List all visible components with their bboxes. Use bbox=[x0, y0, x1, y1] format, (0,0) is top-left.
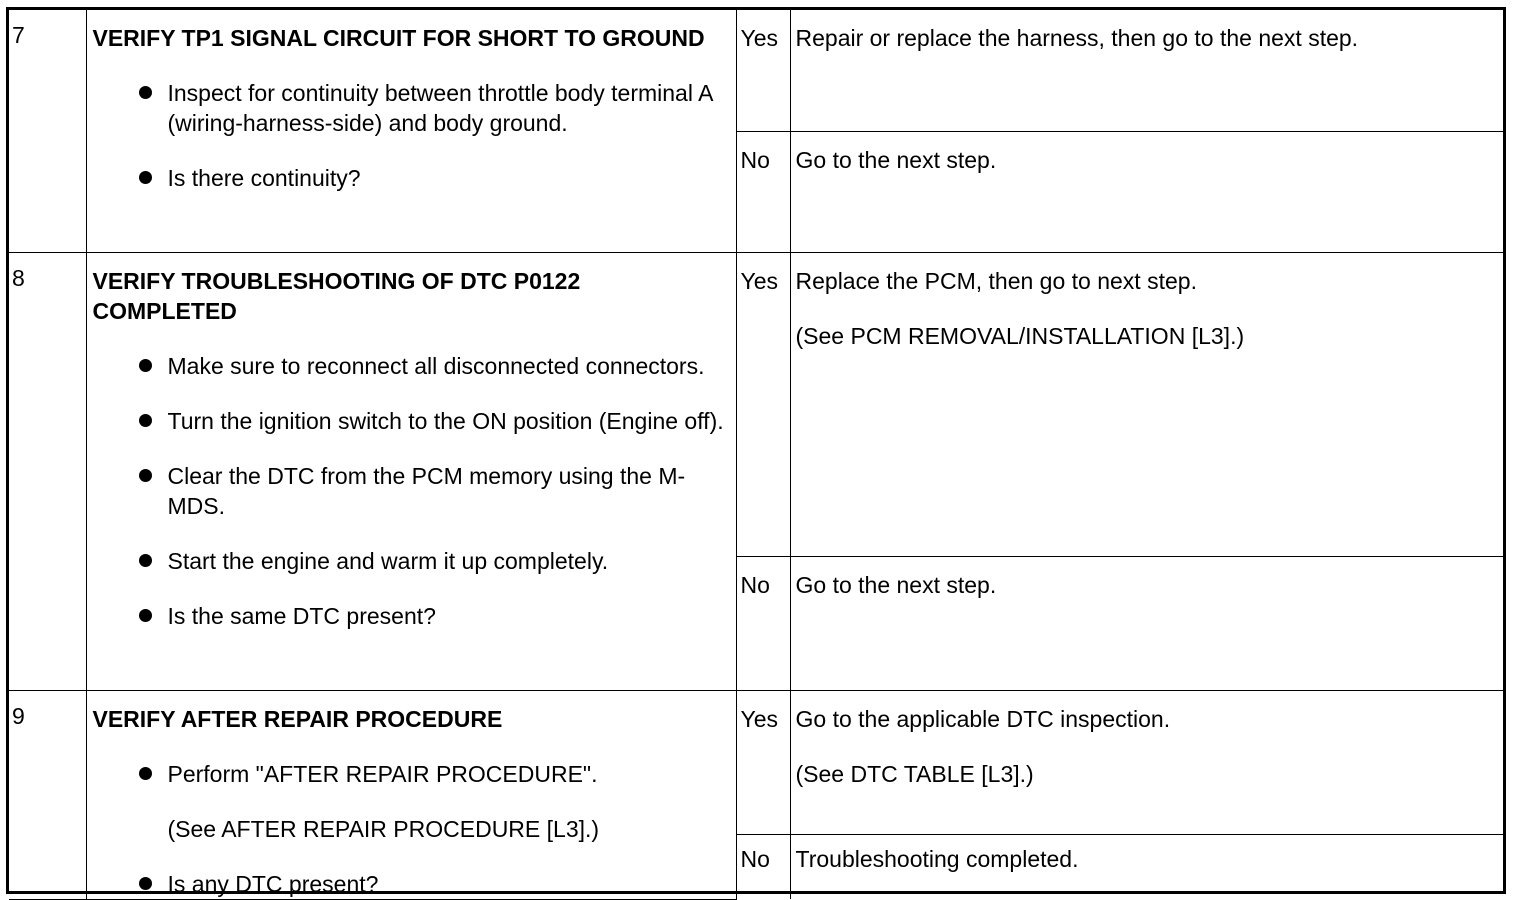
step-number: 8 bbox=[9, 252, 86, 690]
step-7-inspection bbox=[86, 10, 736, 252]
inspection-item: Inspect for continuity between throttle body terminal A (wiring-harness-side) and body ground. bbox=[93, 78, 728, 138]
diagnostic-procedure-table bbox=[6, 7, 1506, 897]
inspection-item: Start the engine and warm it up completely. bbox=[93, 546, 728, 576]
no-action bbox=[790, 834, 1503, 899]
action-text: Troubleshooting completed. bbox=[795, 845, 1079, 872]
inspection-list bbox=[93, 759, 728, 899]
inspection-item: Clear the DTC from the PCM memory using the M-MDS. bbox=[93, 461, 728, 521]
yes-action bbox=[790, 252, 1503, 556]
answer-yes: Yes bbox=[736, 10, 790, 131]
bullet-icon bbox=[139, 554, 152, 567]
step-title: VERIFY TROUBLESHOOTING OF DTC P0122 COMPLETED bbox=[92, 267, 581, 324]
bullet-icon bbox=[139, 469, 152, 482]
no-action bbox=[790, 556, 1503, 690]
reference-link[interactable]: (See DTC TABLE [L3].) bbox=[795, 760, 1034, 787]
inspection-list bbox=[93, 351, 728, 631]
no-action bbox=[790, 131, 1503, 252]
answer-no: No bbox=[736, 834, 790, 899]
answer-yes: Yes bbox=[736, 690, 790, 834]
action-text: Replace the PCM, then go to next step. bbox=[795, 267, 1197, 294]
step-number: 9 bbox=[9, 690, 86, 899]
action-text: Repair or replace the harness, then go to the next step. bbox=[795, 25, 1359, 51]
step-8-inspection bbox=[86, 252, 736, 690]
bullet-icon bbox=[139, 171, 152, 184]
bullet-icon bbox=[139, 767, 152, 780]
bullet-icon bbox=[139, 609, 152, 622]
inspection-item: Turn the ignition switch to the ON position (Engine off). bbox=[93, 406, 728, 436]
inspection-list bbox=[93, 78, 728, 193]
inspection-item: Is there continuity? bbox=[93, 163, 728, 193]
step-9-inspection bbox=[86, 690, 736, 899]
action-text: Go to the next step. bbox=[795, 571, 997, 598]
inspection-item: Perform "AFTER REPAIR PROCEDURE". (See AFTER REPAIR PROCEDURE [L3].) bbox=[93, 759, 728, 844]
reference-link[interactable]: (See PCM REMOVAL/INSTALLATION [L3].) bbox=[795, 322, 1245, 349]
bullet-icon bbox=[139, 877, 152, 890]
yes-action bbox=[790, 10, 1503, 131]
bullet-icon bbox=[139, 359, 152, 372]
step-8-yes-row bbox=[9, 252, 1503, 556]
inspection-item: Make sure to reconnect all disconnected connectors. bbox=[93, 351, 728, 381]
step-title: VERIFY AFTER REPAIR PROCEDURE bbox=[92, 705, 503, 732]
step-7-yes-row bbox=[9, 10, 1503, 131]
step-9-yes-row bbox=[9, 690, 1503, 834]
answer-yes: Yes bbox=[736, 252, 790, 556]
answer-no: No bbox=[736, 131, 790, 252]
bullet-icon bbox=[139, 86, 152, 99]
reference-link[interactable]: (See AFTER REPAIR PROCEDURE [L3].) bbox=[167, 815, 600, 842]
action-text: Go to the next step. bbox=[795, 146, 997, 173]
step-title: VERIFY TP1 SIGNAL CIRCUIT FOR SHORT TO GROUND bbox=[92, 25, 705, 51]
bullet-icon bbox=[139, 414, 152, 427]
action-text: Go to the applicable DTC inspection. bbox=[795, 705, 1171, 732]
inspection-item: Is any DTC present? bbox=[93, 869, 728, 899]
troubleshooting-table bbox=[9, 10, 1503, 900]
answer-no: No bbox=[736, 556, 790, 690]
step-number: 7 bbox=[9, 10, 86, 252]
yes-action bbox=[790, 690, 1503, 834]
inspection-item: Is the same DTC present? bbox=[93, 601, 728, 631]
